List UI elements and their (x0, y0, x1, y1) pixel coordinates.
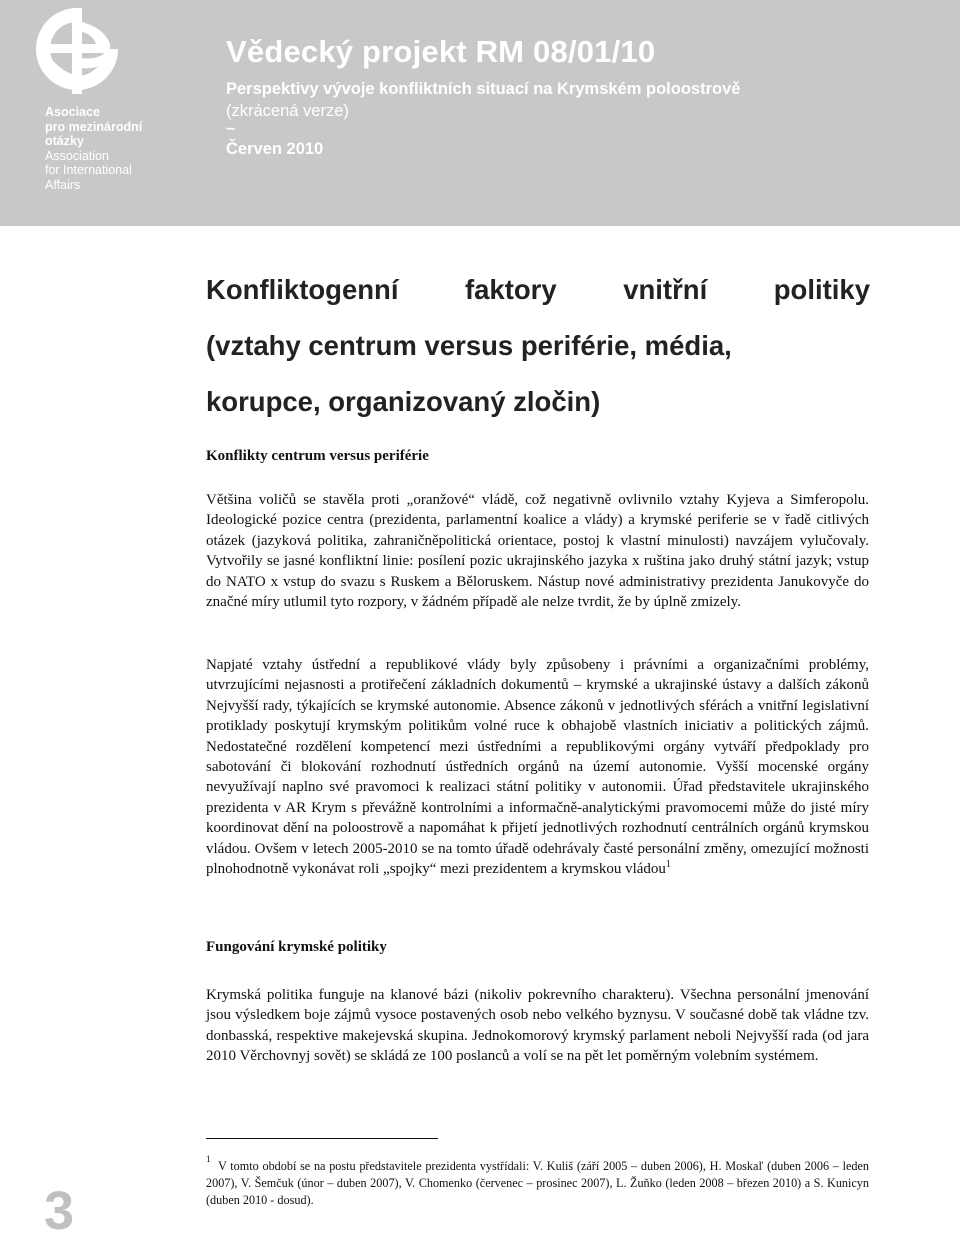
project-title: Vědecký projekt RM 08/01/10 (226, 34, 656, 69)
org-name-line: Affairs (45, 177, 81, 192)
footnote-divider (206, 1138, 438, 1139)
org-name-line: for International (45, 163, 132, 177)
footnote-text: V tomto období se na postu představitele prezidenta vystřídali: V. Kuliš (září 2005 – duben 2006), H. Moskaľ (duben 2006 – leden 2007), V. Šemčuk (únor – duben 2007), V. Chomenko (červenec – prosinec 2007), L. Žuňko (leden 2008 – březen 2010) a S. Kunicyn (duben 2010 - dosud). (206, 1159, 869, 1207)
project-subtitle-block (226, 78, 740, 160)
title-word: faktory (464, 274, 557, 305)
document-title (206, 262, 870, 430)
document-title-line: korupce, organizovaný zločin) (206, 386, 601, 417)
paragraph (206, 655, 869, 879)
footnote-number: 1 (206, 1153, 211, 1164)
org-name-line: otázky (45, 134, 84, 148)
association-logo-icon (34, 6, 120, 96)
header-band (0, 0, 960, 226)
paragraph-text: Napjaté vztahy ústřední a republikové vlády byly způsobeny i právními a organizačními problémy, utvrzujícími nejasnosti a protiřečení základních dokumentů – krymské a ukrajinské ústavy a dalších zákonů Nejvyšší rady, týkajících se krymské autonomie. Absence zákonů v jednotlivých sférách a vnitřní legislativní protiklady poskytují krymským politikům volné ruce k obhajobě vlastních iniciativ a politických zájmů. Nedostatečné rozdělení kompetencí mezi ústředními a republikovými orgány vytváří předpoklady pro sabotování či blokování rozhodnutí ústředních orgánů na území autonomie. Vyšší mocenské orgány nevyužívají naplno své pravomoci k realizaci státní politiky v autonomii. Úřad představitele ukrajinského prezidenta v AR Krym s převážně kontrolními a informačně-analytickými pravomocemi může do jisté míry koordinovat dění na poloostrově a napomáhat k přijetí jednotlivých rozhodnutí centrálních orgánů krymskou vládou. Ovšem v letech 2005-2010 se na tomto úřadě odehrávaly časté personální změny, omezující možnosti plnohodnotně vykonávat roli „spojky“ mezi prezidentem a krymskou vládou (206, 657, 869, 878)
title-word: politiky (773, 274, 870, 305)
org-name-line: Asociace (45, 105, 100, 119)
version-note: (zkrácená verze) (226, 102, 349, 120)
org-name (45, 105, 142, 192)
footnote-reference[interactable]: 1 (665, 859, 671, 871)
org-name-line: pro mezinárodní (45, 119, 143, 134)
project-subtitle: Perspektivy vývoje konfliktních situací na Krymském poloostrově (226, 80, 741, 98)
title-word: Konfliktogenní (206, 274, 399, 305)
paragraph: Většina voličů se stavěla proti „oranžové“ vládě, což negativně ovlivnilo vztahy Kyjeva a Simferopolu. Ideologické pozice centra (prezidenta, parlamentní koalice a vlády) a krymské periferie se v řadě citlivých otázek (jazyková politika, zahraničněpolitická orientace, postoj k vlastní minulosti) navzájem vylučovaly. Vytvořily se jasné konfliktní linie: posílení pozic ukrajinského jazyka x ruština jako druhý státní jazyk; vstup do NATO x vstup do svazu s Ruskem a Běloruskem. Nástup nové administrativy prezidenta Janukovyče do značné míry utlumil tyto rozpory, v žádném případě ale nelze tvrdit, že by úplně zmizely. (206, 492, 869, 611)
org-name-line: Association (45, 148, 109, 163)
title-word: vnitřní (623, 274, 708, 305)
page-number: 3 (44, 1181, 75, 1241)
document-title-line: (vztahy centrum versus periférie, média, (206, 330, 732, 361)
publication-date: Červen 2010 (226, 140, 324, 158)
footnote (206, 1153, 869, 1209)
document-title-line (206, 262, 870, 318)
paragraph: Krymská politika funguje na klanové bázi (nikoliv pokrevního charakteru). Všechna personální jmenování jsou výsledkem boje zájmů vysoce postavených osob nebo velkého byznysu. V současné době tak vládne tzv. donbasská, respektive makejevská skupina. Jednokomorový krymský parlament neboli Nejvyšší rada (od jara 2010 Věrchovnyj sovět) se skládá ze 100 poslanců a volí se na pět let poměrným volebním systémem. (206, 987, 869, 1065)
section-heading: Fungování krymské politiky (206, 939, 387, 955)
section-heading: Konflikty centrum versus periférie (206, 448, 429, 464)
header-dash: – (226, 119, 236, 137)
